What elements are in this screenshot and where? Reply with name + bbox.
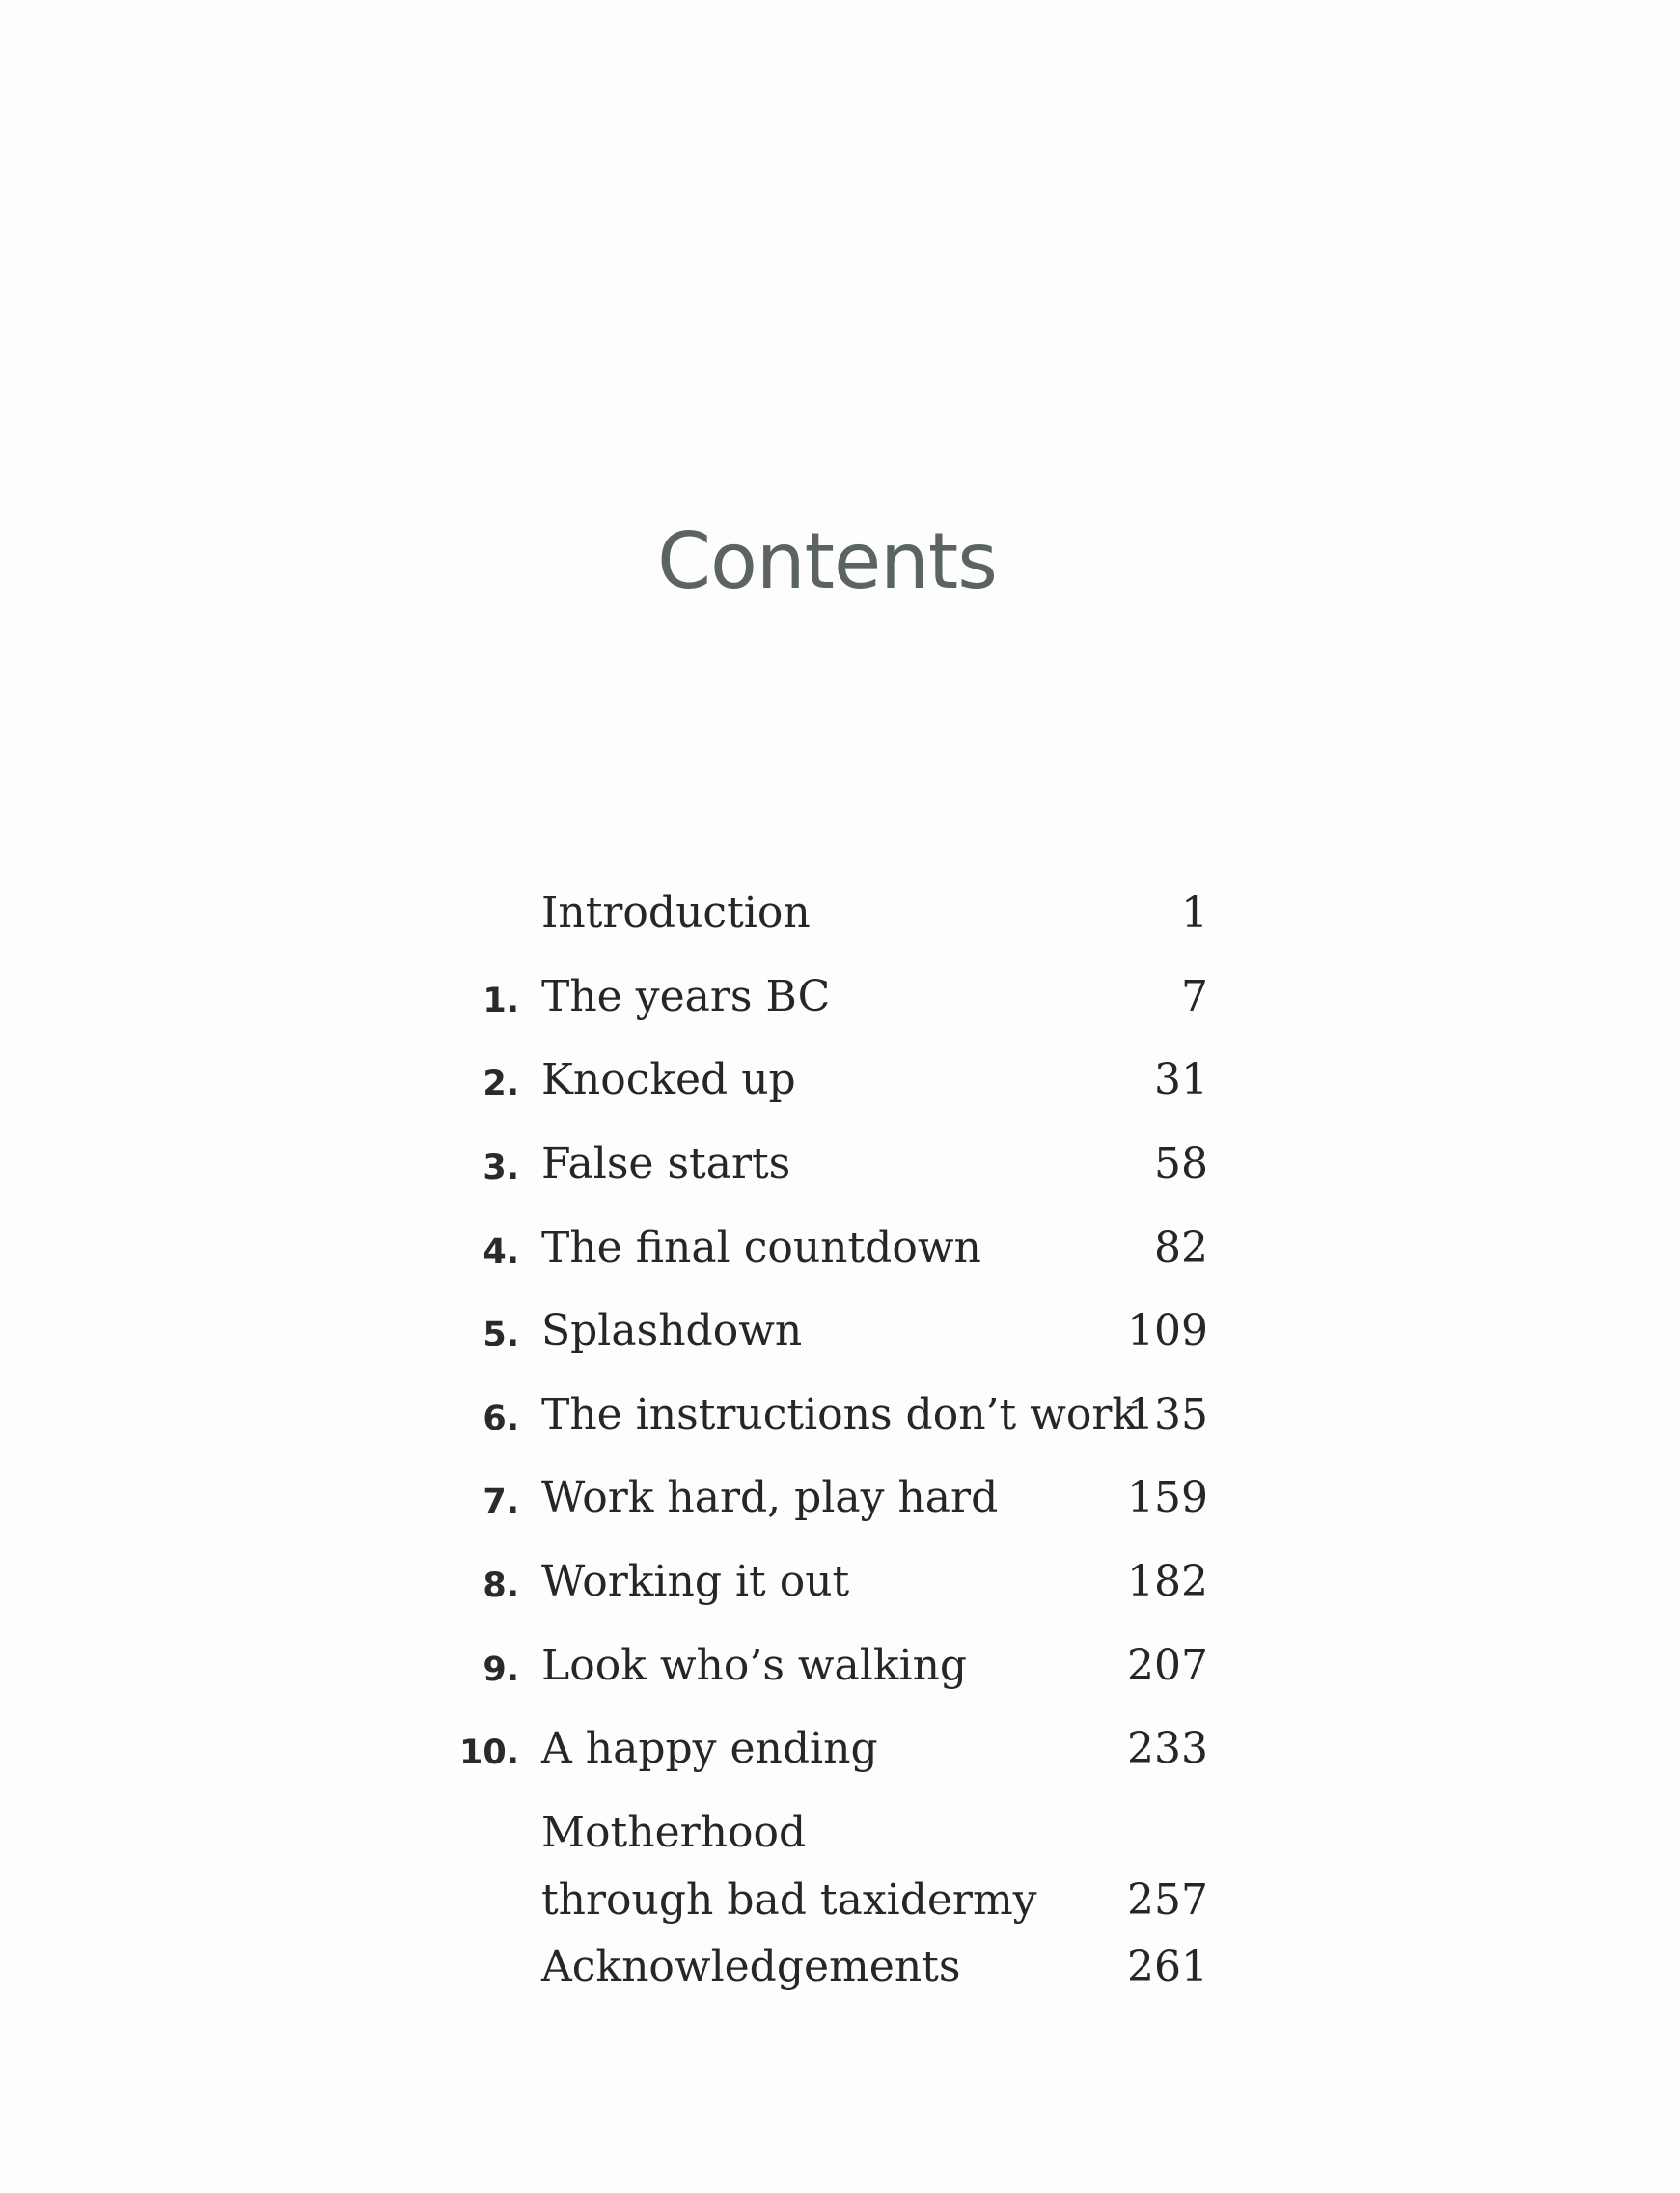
chapter-title: The years BC (541, 972, 831, 1021)
page-number: 261 (1127, 1942, 1208, 1991)
chapter-number: 1. (482, 982, 519, 1020)
chapter-title: The final countdown (541, 1223, 981, 1272)
chapter-title: through bad taxidermy (541, 1875, 1037, 1925)
toc-entry (0, 876, 1680, 937)
page-number: 1 (1181, 888, 1208, 937)
chapter-title: Look who’s walking (541, 1641, 968, 1690)
toc-entry (0, 1043, 1680, 1104)
chapter-title: Splashdown (541, 1306, 803, 1355)
toc-entry (0, 1930, 1680, 1991)
toc-entry (0, 1712, 1680, 1773)
page-number: 31 (1154, 1055, 1208, 1104)
chapter-title: Acknowledgements (541, 1942, 961, 1991)
page-number: 159 (1127, 1473, 1208, 1522)
toc-entry (0, 1864, 1680, 1925)
chapter-title: Introduction (541, 888, 811, 937)
toc-entry (0, 1545, 1680, 1606)
chapter-title: Motherhood (541, 1808, 807, 1857)
toc-entry (0, 1461, 1680, 1522)
page-number: 7 (1181, 972, 1208, 1021)
page-number: 257 (1127, 1875, 1208, 1925)
page-number: 207 (1127, 1641, 1208, 1690)
chapter-number: 3. (482, 1149, 519, 1187)
chapter-number: 8. (482, 1567, 519, 1605)
chapter-number: 2. (482, 1065, 519, 1103)
chapter-number: 5. (482, 1316, 519, 1354)
chapter-number: 10. (458, 1734, 519, 1772)
chapter-title: Working it out (541, 1557, 850, 1606)
page-number: 182 (1127, 1557, 1208, 1606)
toc-entry (0, 1127, 1680, 1188)
page-number: 109 (1127, 1306, 1208, 1355)
page-number: 58 (1154, 1139, 1208, 1188)
chapter-number: 7. (482, 1483, 519, 1521)
chapter-number: 9. (482, 1651, 519, 1689)
page-number: 135 (1127, 1390, 1208, 1439)
toc-entry (0, 1629, 1680, 1690)
page-number: 82 (1154, 1223, 1208, 1272)
toc-entry (0, 1796, 1680, 1857)
page-number: 233 (1127, 1724, 1208, 1773)
chapter-number: 6. (482, 1400, 519, 1438)
page-title: Contents (657, 516, 997, 606)
chapter-title: Work hard, play hard (541, 1473, 999, 1522)
chapter-title: Knocked up (541, 1055, 796, 1104)
toc-entry (0, 1294, 1680, 1355)
toc-entry (0, 1211, 1680, 1272)
chapter-title: False starts (541, 1139, 791, 1188)
toc-entry (0, 1378, 1680, 1439)
chapter-title: A happy ending (541, 1724, 878, 1773)
toc-entry (0, 960, 1680, 1021)
chapter-title: The instructions don’t work (541, 1390, 1139, 1439)
chapter-number: 4. (482, 1233, 519, 1271)
